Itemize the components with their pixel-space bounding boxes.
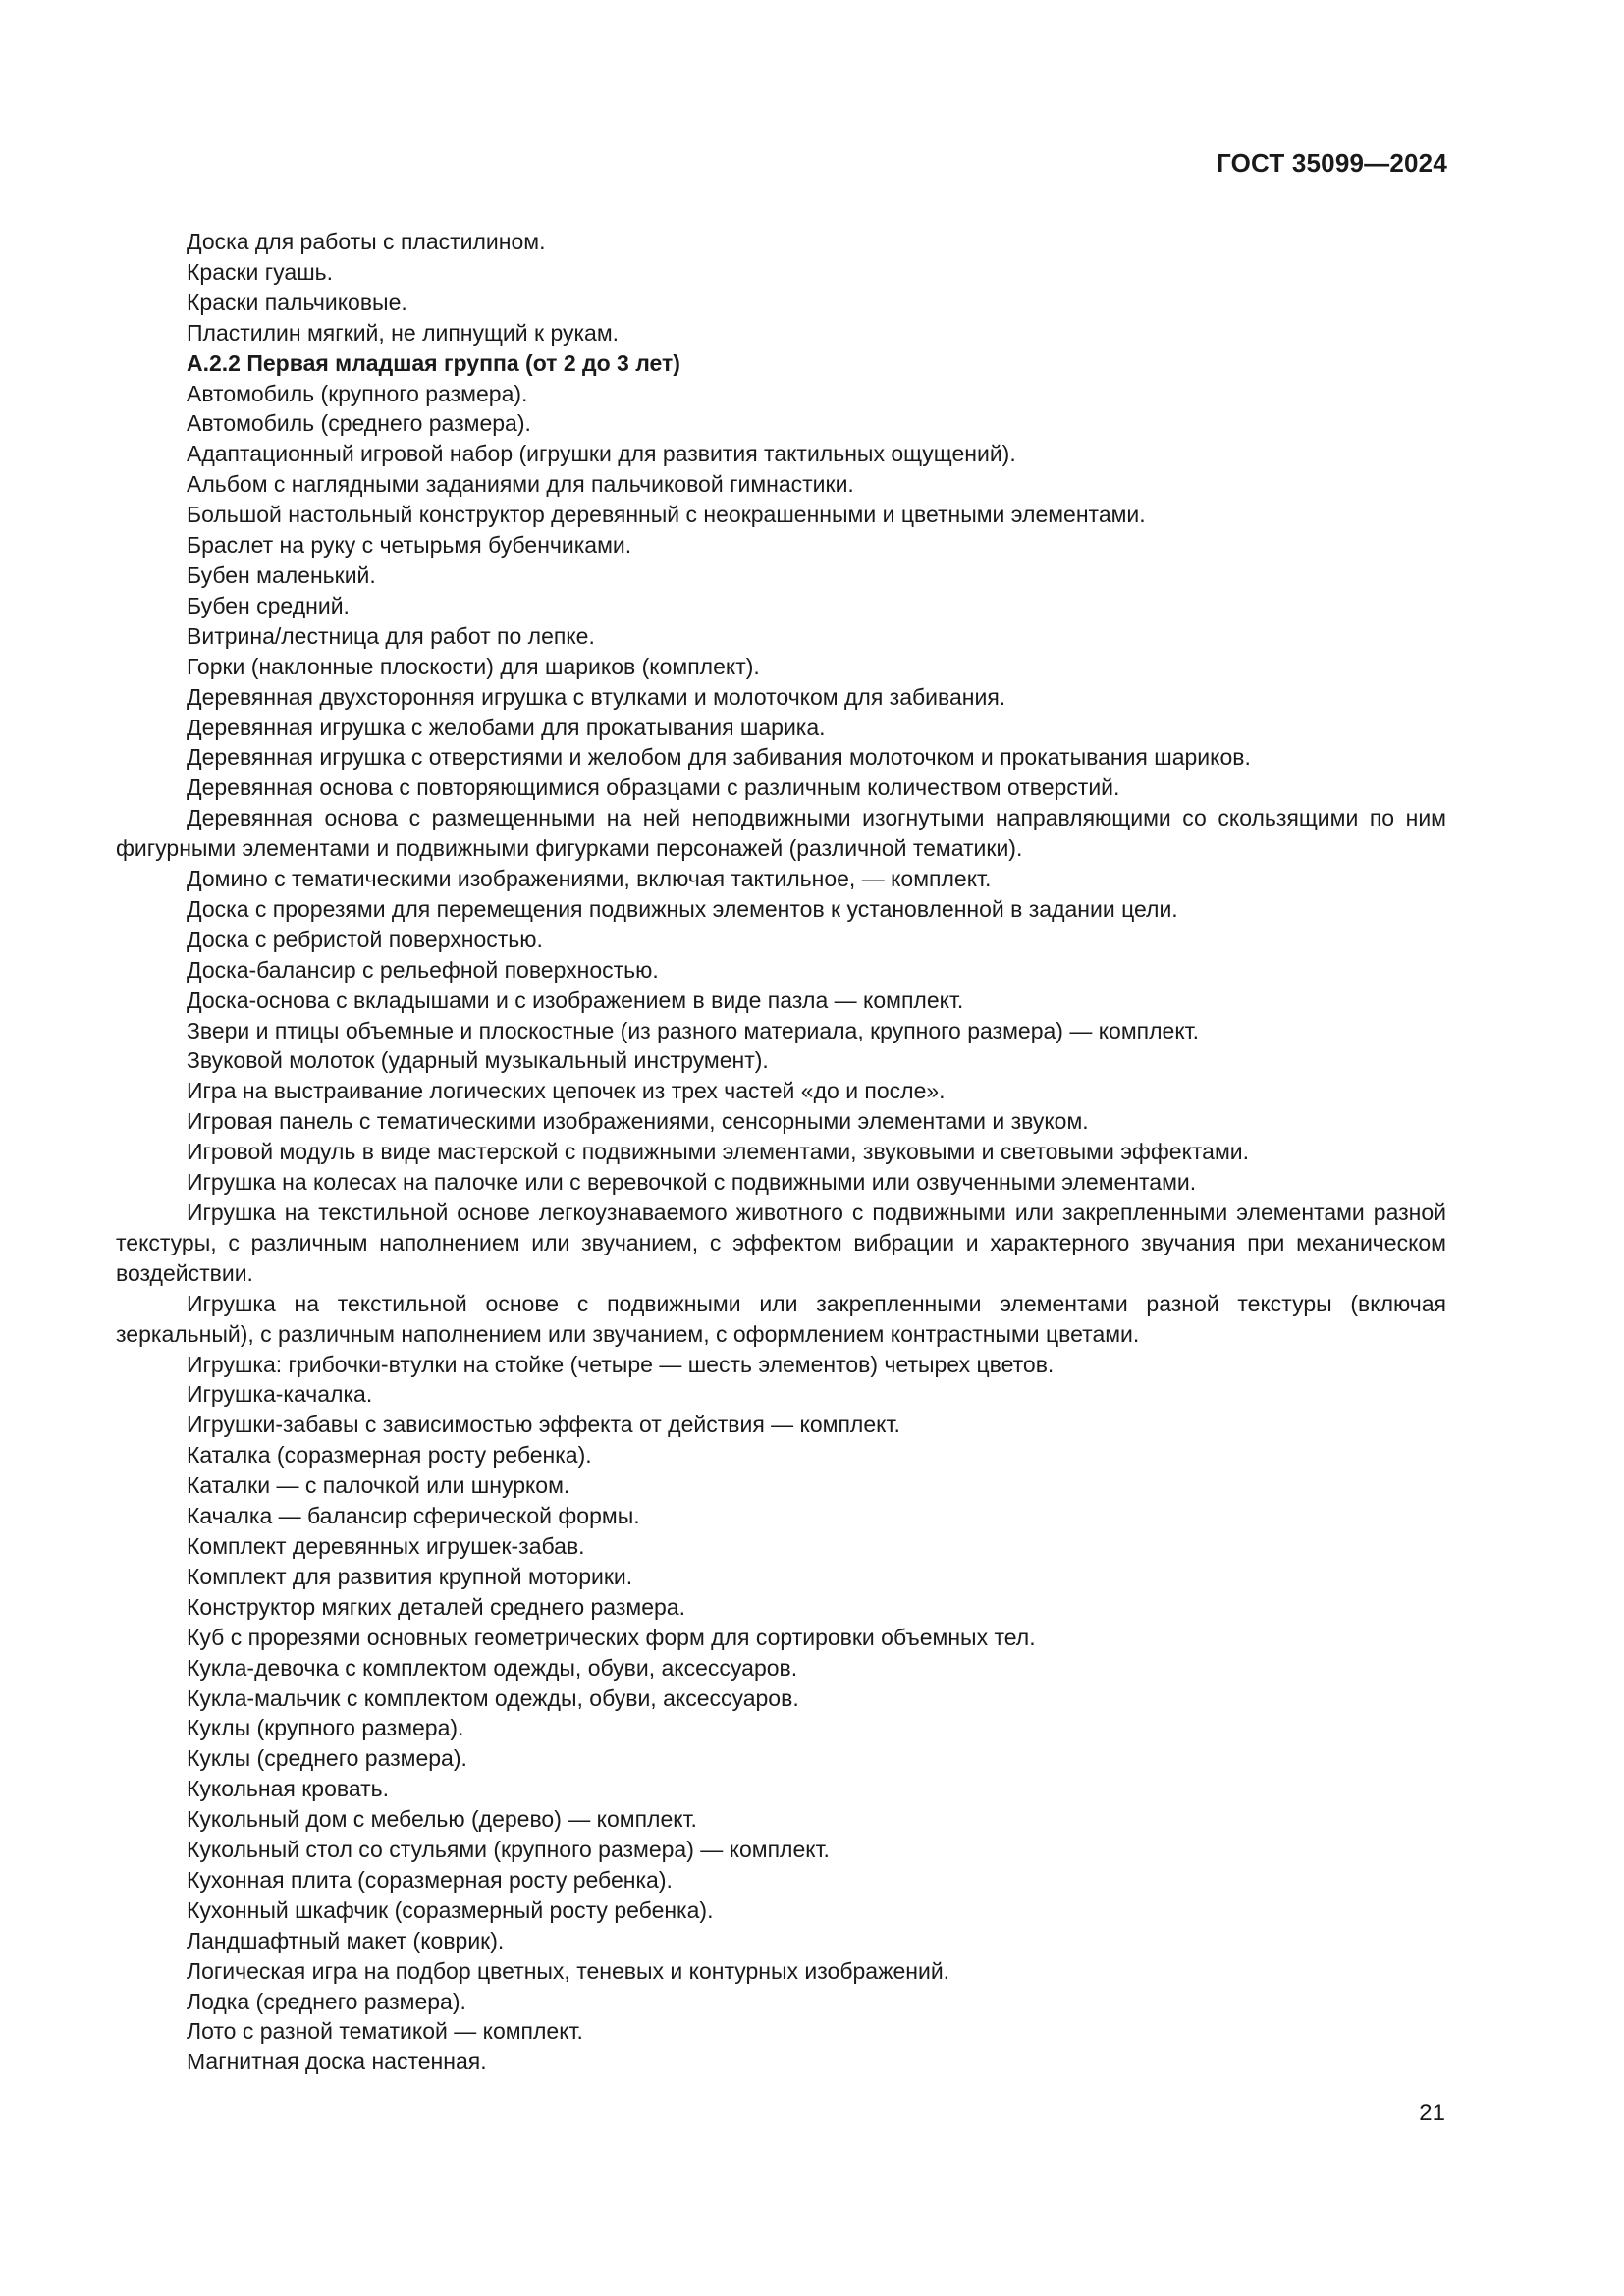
- list-item: Логическая игра на подбор цветных, теневых и контурных изображений.: [187, 1957, 950, 1984]
- list-item: Куклы (среднего размера).: [187, 1745, 467, 1772]
- list-item: Лодка (среднего размера).: [187, 1988, 466, 2014]
- list-item: Доска с ребристой поверхностью.: [187, 926, 543, 952]
- list-item: Автомобиль (среднего размера).: [187, 410, 531, 437]
- section-subheading: А.2.2 Первая младшая группа (от 2 до 3 лет): [187, 349, 680, 376]
- list-item: Деревянная основа с размещенными на ней неподвижными изогнутыми направляющими со скользящими по ним фигурными элементами и подвижными фигурками персонажей (различной тематики).: [116, 805, 1446, 862]
- list-item: Краски пальчиковые.: [187, 289, 407, 315]
- list-item: Кукла-мальчик с комплектом одежды, обуви, аксессуаров.: [187, 1684, 799, 1711]
- list-item: Кухонный шкафчик (соразмерный росту ребенка).: [187, 1896, 714, 1923]
- list-item: Браслет на руку с четырьмя бубенчиками.: [187, 532, 632, 559]
- list-item: Домино с тематическими изображениями, включая тактильное, — комплект.: [187, 866, 992, 892]
- list-item: Комплект для развития крупной моторики.: [187, 1563, 633, 1589]
- list-item: Игровая панель с тематическими изображениями, сенсорными элементами и звуком.: [187, 1108, 1089, 1135]
- list-item: Игрушка на колесах на палочке или с веревочкой с подвижными или озвученными элементами.: [187, 1169, 1197, 1196]
- list-item: Кукла-девочка с комплектом одежды, обуви, аксессуаров.: [187, 1654, 798, 1681]
- list-item: Игрушка на текстильной основе с подвижными или закрепленными элементами разной текстуры (включая зеркальный), с различным наполнением или звучанием, с оформлением контрастными цветами.: [116, 1290, 1446, 1347]
- list-item: Бубен средний.: [187, 592, 350, 618]
- list-item: Пластилин мягкий, не липнущий к рукам.: [187, 319, 620, 346]
- list-item: Деревянная игрушка с желобами для прокатывания шарика.: [187, 714, 826, 740]
- list-item: Комплект деревянных игрушек-забав.: [187, 1532, 585, 1559]
- list-item: Деревянная основа с повторяющимися образцами с различным количеством отверстий.: [187, 774, 1120, 801]
- list-item: Игра на выстраивание логических цепочек из трех частей «до и после».: [187, 1078, 946, 1104]
- list-item: Большой настольный конструктор деревянный с неокрашенными и цветными элементами.: [187, 502, 1146, 528]
- list-item: Конструктор мягких деталей среднего размера.: [187, 1593, 685, 1620]
- page-number: 21: [1419, 2100, 1445, 2126]
- list-item: Витрина/лестница для работ по лепке.: [187, 622, 595, 649]
- list-item: Звуковой молоток (ударный музыкальный инструмент).: [187, 1047, 769, 1074]
- list-item: Доска с прорезями для перемещения подвижных элементов к установленной в задании цели.: [187, 895, 1178, 922]
- list-item: Куб с прорезями основных геометрических форм для сортировки объемных тел.: [187, 1624, 1036, 1650]
- list-item: Доска-основа с вкладышами и с изображением в виде пазла — комплект.: [187, 987, 964, 1013]
- list-item: Игровой модуль в виде мастерской с подвижными элементами, звуковыми и световыми эффектами.: [187, 1139, 1250, 1165]
- list-item: Краски гуашь.: [187, 258, 334, 285]
- list-item: Лото с разной тематикой — комплект.: [187, 2018, 583, 2045]
- list-item: Каталка (соразмерная росту ребенка).: [187, 1442, 592, 1468]
- list-item: Адаптационный игровой набор (игрушки для развития тактильных ощущений).: [187, 441, 1016, 467]
- list-item: Игрушка на текстильной основе легкоузнаваемого животного с подвижными или закрепленными элементами разной текстуры, с различным наполнением или звучанием, с эффектом вибрации и характерного звучания при механическом воздействии.: [116, 1200, 1446, 1286]
- list-item: Ландшафтный макет (коврик).: [187, 1927, 505, 1953]
- list-item: Кухонная плита (соразмерная росту ребенка).: [187, 1866, 673, 1893]
- list-item: Деревянная двухсторонняя игрушка с втулками и молоточком для забивания.: [187, 683, 1006, 710]
- list-item: Доска для работы с пластилином.: [187, 229, 546, 254]
- list-item: Магнитная доска настенная.: [187, 2049, 487, 2075]
- list-item: Доска-балансир с рельефной поверхностью.: [187, 956, 659, 983]
- list-item: Игрушка-качалка.: [187, 1381, 373, 1408]
- list-item: Горки (наклонные плоскости) для шариков (комплект).: [187, 653, 760, 679]
- list-item: Каталки — с палочкой или шнурком.: [187, 1472, 570, 1499]
- list-item: Кукольная кровать.: [187, 1776, 390, 1802]
- list-item: Альбом с наглядными заданиями для пальчиковой гимнастики.: [187, 471, 854, 498]
- list-item: Кукольный дом с мебелью (дерево) — комплект.: [187, 1806, 697, 1833]
- list-item: Звери и птицы объемные и плоскостные (из разного материала, крупного размера) — комплект.: [187, 1017, 1200, 1043]
- list-item: Кукольный стол со стульями (крупного размера) — комплект.: [187, 1837, 830, 1863]
- list-item: Деревянная игрушка с отверстиями и желобом для забивания молоточком и прокатывания шариков.: [187, 744, 1251, 771]
- list-item: Автомобиль (крупного размера).: [187, 380, 528, 406]
- list-item: Куклы (крупного размера).: [187, 1715, 464, 1741]
- list-item: Бубен маленький.: [187, 561, 376, 588]
- document-code-header: ГОСТ 35099—2024: [1217, 148, 1447, 178]
- list-item: Качалка — балансир сферической формы.: [187, 1503, 640, 1529]
- document-body: [116, 227, 1446, 2077]
- list-item: Игрушка: грибочки-втулки на стойке (четыре — шесть элементов) четырех цветов.: [187, 1351, 1055, 1377]
- list-item: Игрушки-забавы с зависимостью эффекта от действия — комплект.: [187, 1412, 900, 1438]
